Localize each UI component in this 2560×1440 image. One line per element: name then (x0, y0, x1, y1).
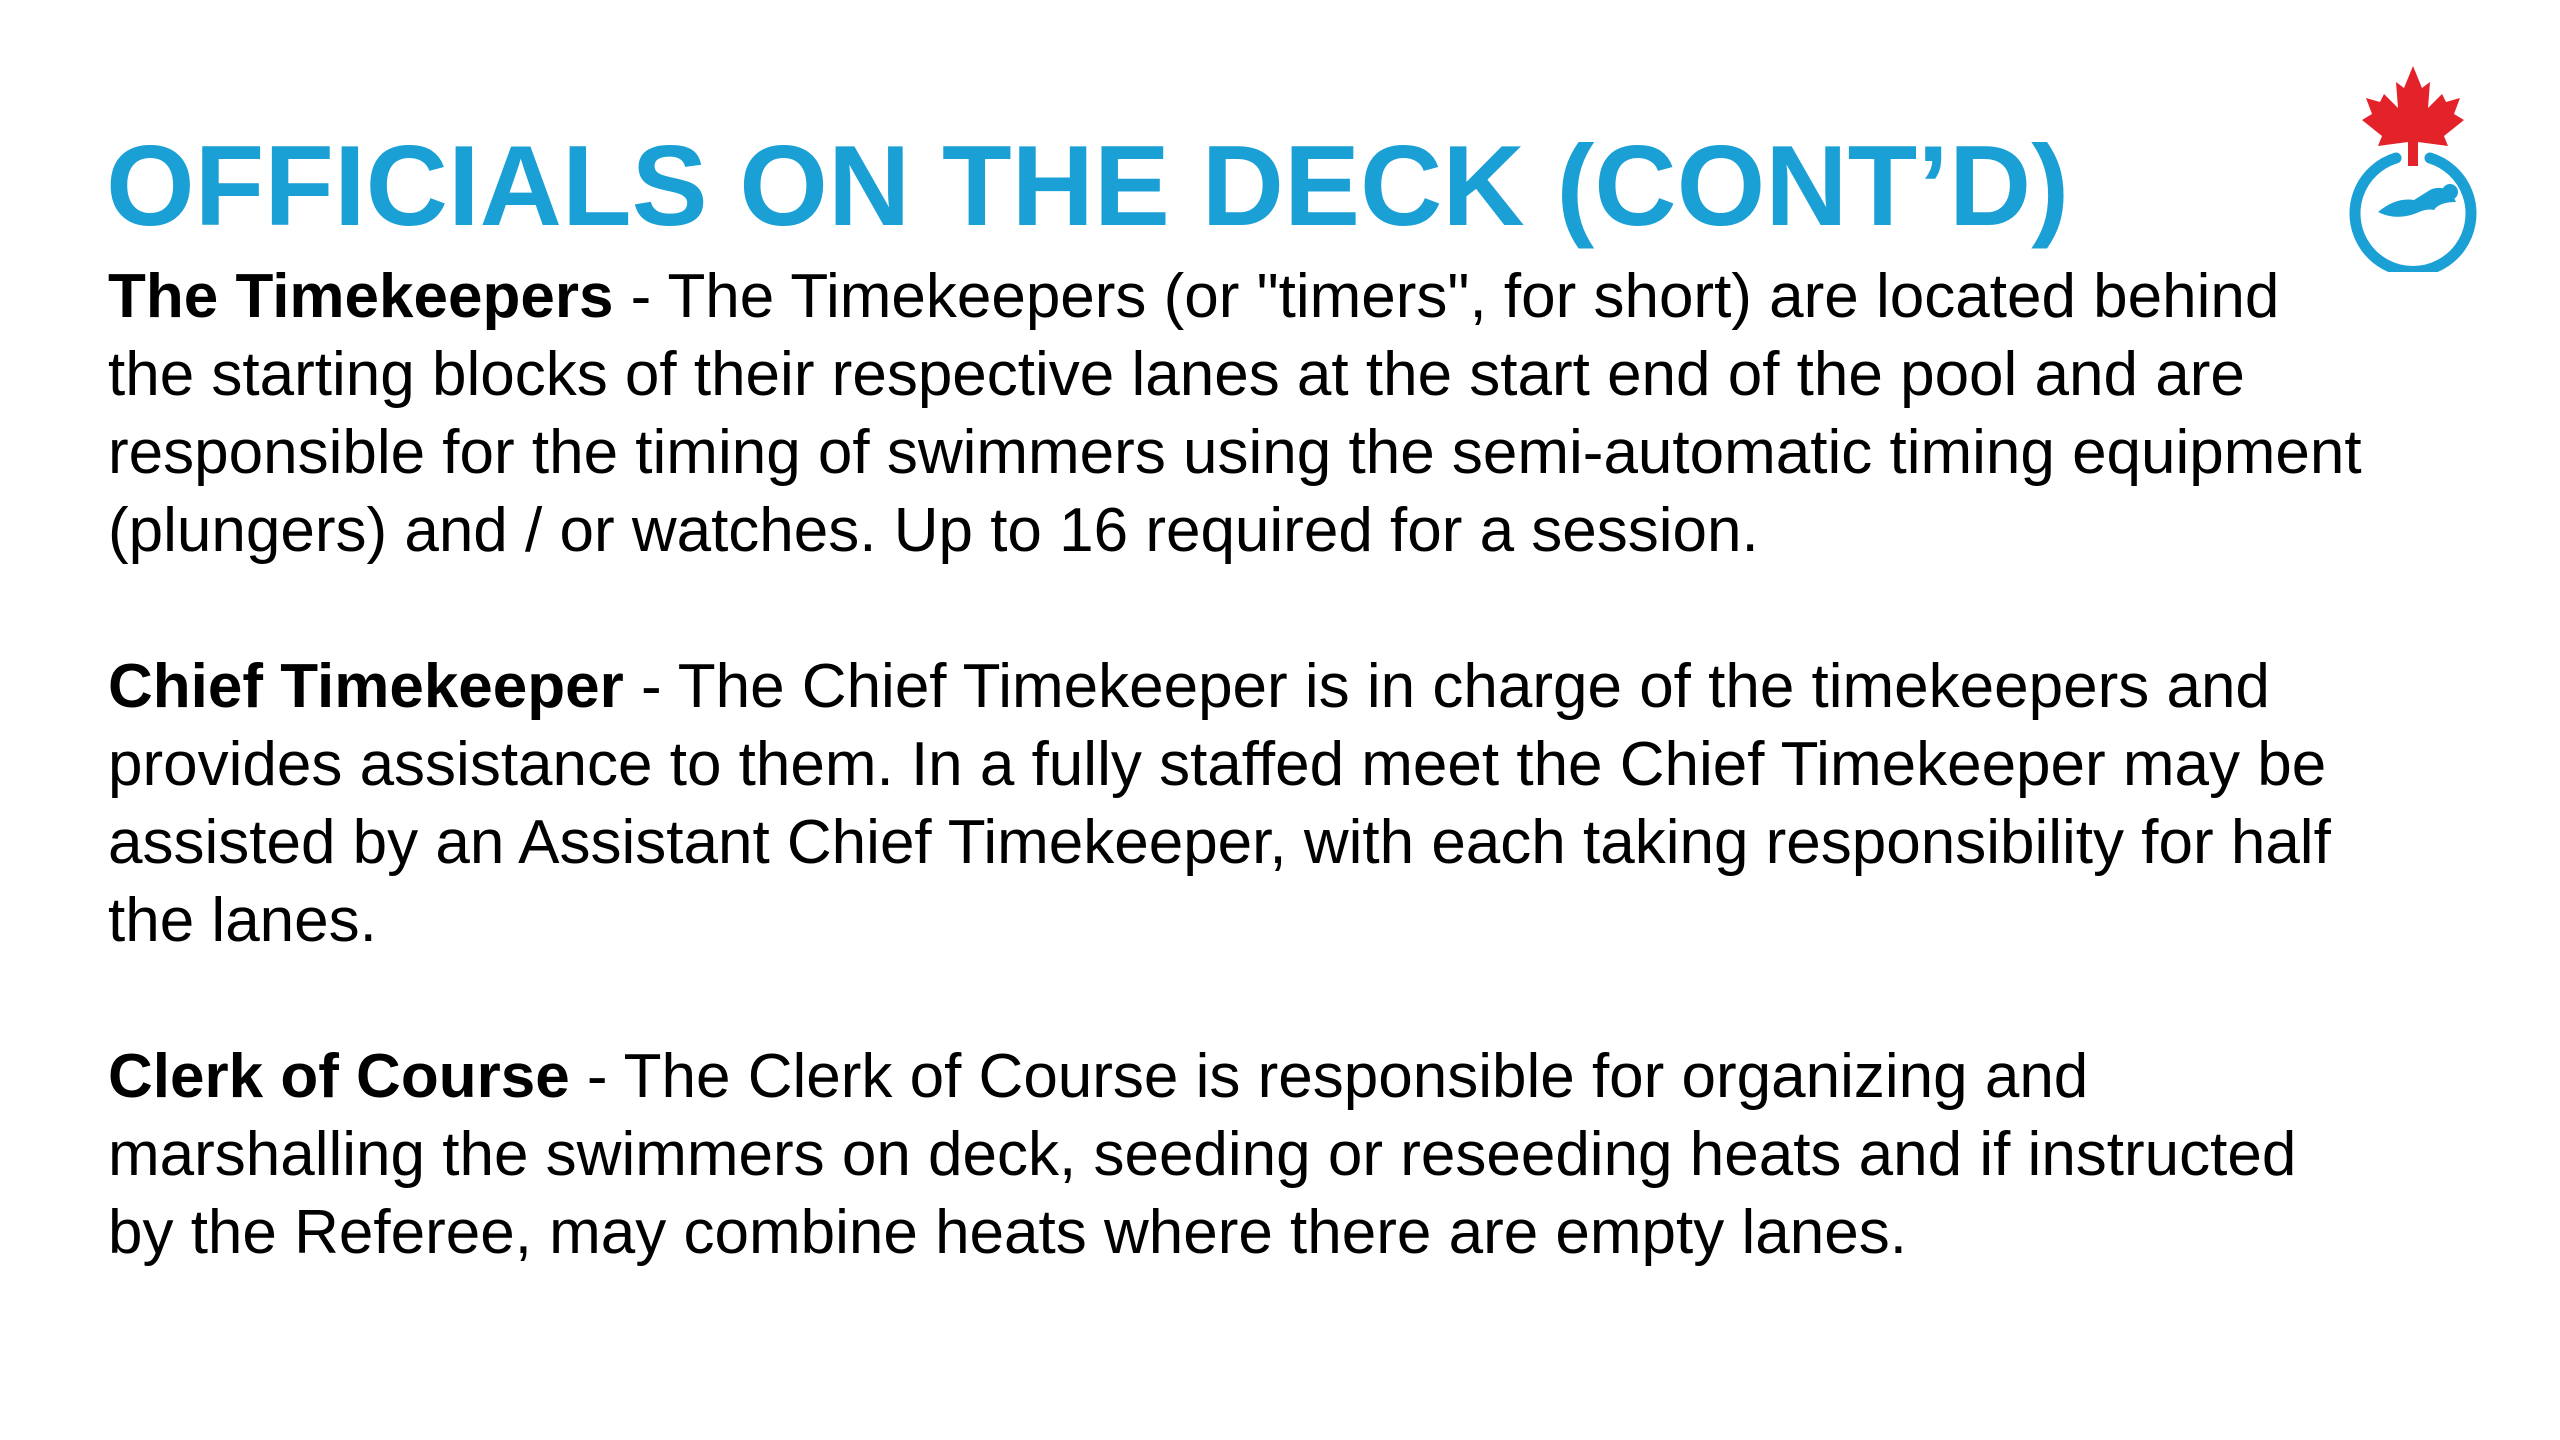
slide-title: OFFICIALS ON THE DECK (CONT’D) (106, 123, 2070, 250)
term-chief-timekeeper: Chief Timekeeper (108, 652, 624, 721)
maple-leaf-icon (2362, 66, 2464, 166)
swimming-canada-logo-icon (2338, 62, 2488, 272)
description-clerk-of-course: The Clerk of Course is responsible for organizing and marshalling the swimmers on deck, seeding or reseeding heats and if instructed by the Referee, may combine heats where there are empty lanes. (108, 1042, 2297, 1267)
term-timekeepers: The Timekeepers (108, 262, 614, 331)
slide-body (108, 258, 2368, 1272)
paragraph-clerk-of-course (108, 1038, 2368, 1272)
term-clerk-of-course: Clerk of Course (108, 1042, 570, 1111)
description-chief-timekeeper: The Chief Timekeeper is in charge of the timekeepers and provides assistance to them. In a fully staffed meet the Chief Timekeeper may be assisted by an Assistant Chief Timekeeper, with each taking responsibility for half the lanes. (108, 652, 2331, 955)
paragraph-timekeepers (108, 258, 2368, 570)
separator: - (613, 262, 668, 331)
separator: - (569, 1042, 624, 1111)
description-timekeepers: The Timekeepers (or "timers", for short) are located behind the starting blocks of their respective lanes at the start end of the pool and are responsible for the timing of swimmers using the semi-automatic timing equipment (plungers) and / or watches. Up to 16 required for a session. (108, 262, 2362, 565)
swim-ring-icon (2355, 158, 2471, 271)
paragraph-chief-timekeeper (108, 648, 2368, 960)
separator: - (623, 652, 678, 721)
